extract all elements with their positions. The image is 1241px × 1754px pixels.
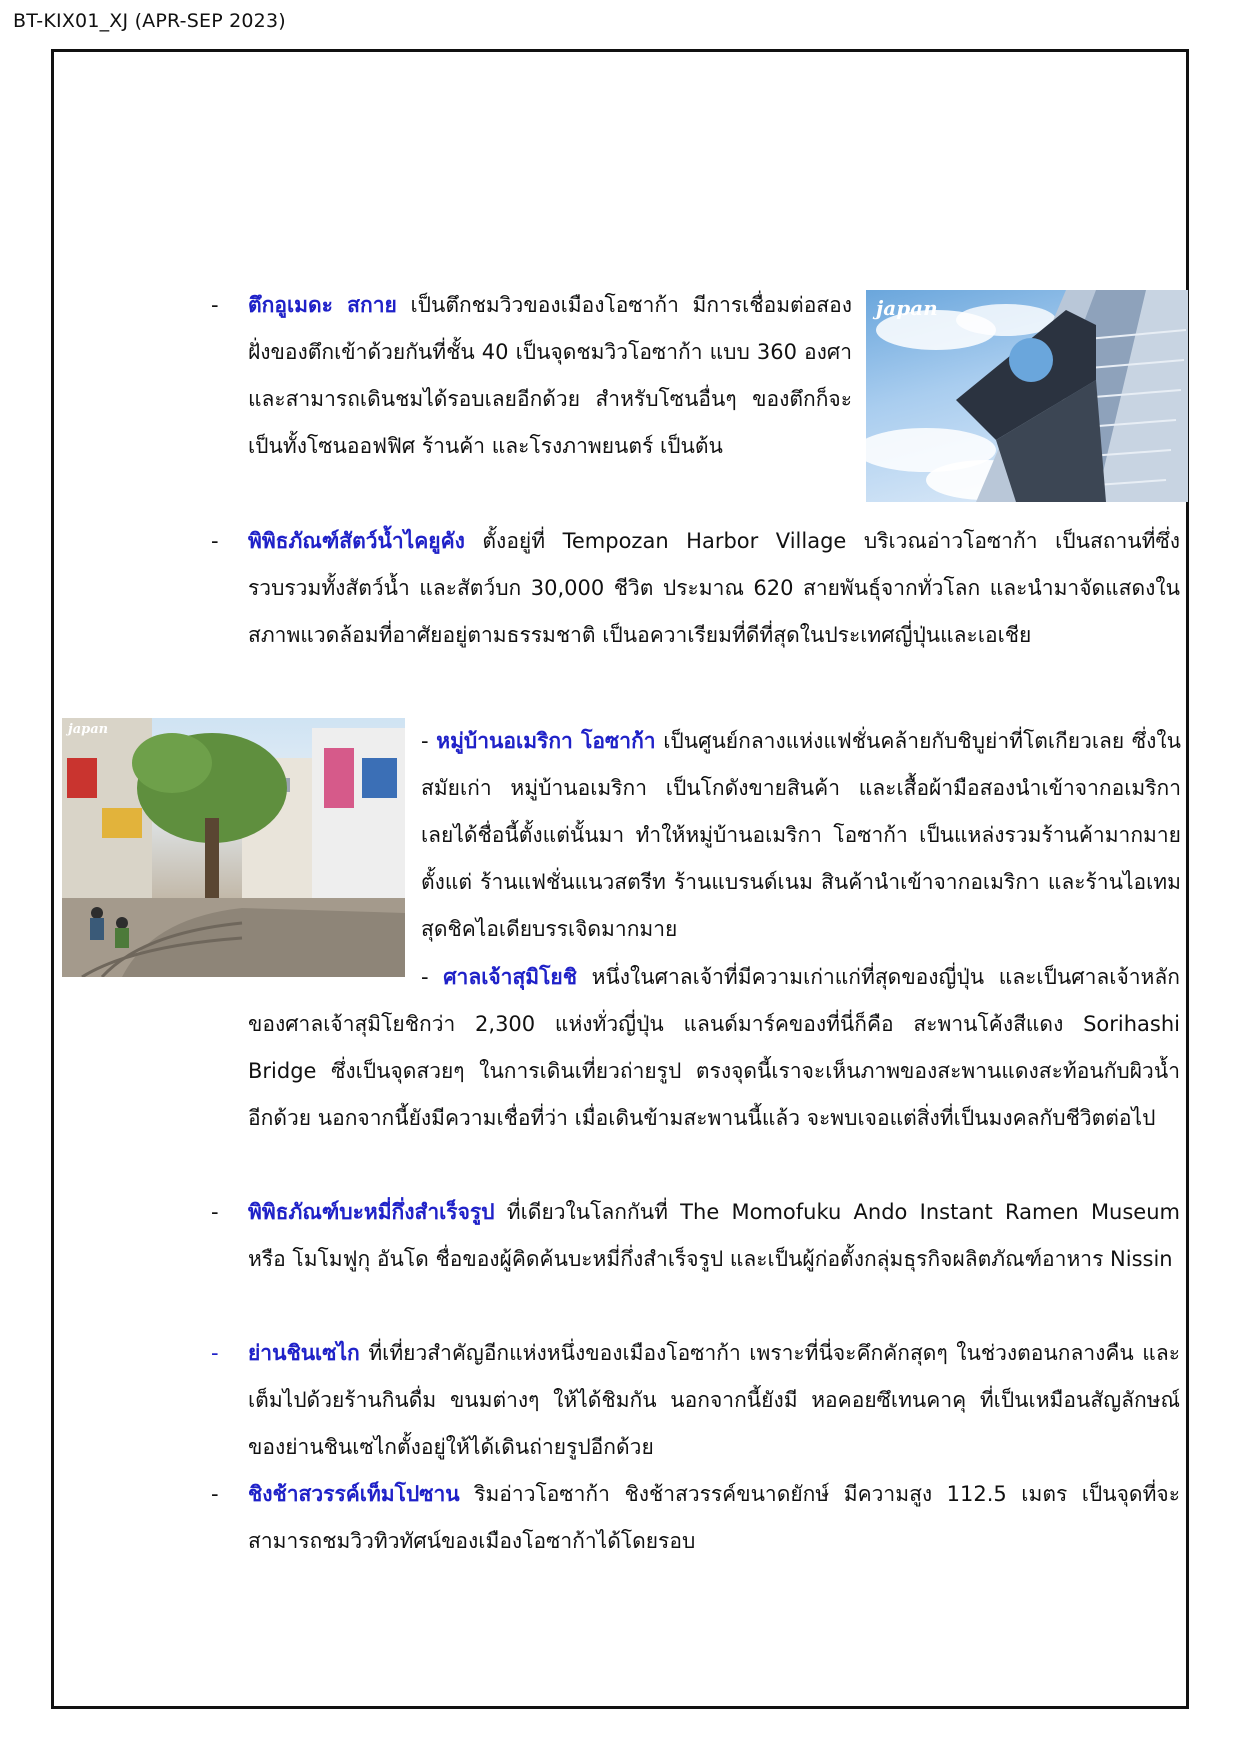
america-mura-street-photo bbox=[62, 718, 405, 977]
item-title: ย่านชินเซไก bbox=[248, 1341, 360, 1365]
item-tempozan-ferris-wheel bbox=[248, 1471, 1180, 1565]
bullet-dash: - bbox=[211, 529, 219, 553]
item-title: หมู่บ้านอเมริกา โอซาก้า bbox=[436, 729, 656, 753]
item-body: เป็นศูนย์กลางแห่งแฟชั่นคล้ายกับชิบูย่าที่โตเกียวเลย ซึ่งในสมัยเก่า หมู่บ้านอเมริกา เป็นโกดังขายสินค้า และเสื้อผ้ามือสองนำเข้าจากอเมริกา เลยได้ชื่อนี้ตั้งแต่นั้นมา ทำให้หมู่บ้านอเมริกา โอซาก้า เป็นแหล่งรวมร้านค้ามากมาย ตั้งแต่ ร้านแฟชั่นแนวสตรีท ร้านแบรนด์เนม สินค้านำเข้าจากอเมริกา และร้านไอเทมสุดชิคไอเดียบรรเจิดมากมาย bbox=[421, 729, 1181, 941]
item-body: ที่เที่ยวสำคัญอีกแห่งหนึ่งของเมืองโอซาก้า เพราะที่นี่จะคึกคักสุดๆ ในช่วงตอนกลางคืน และเต็มไปด้วยร้านกินดื่ม ขนมต่างๆ ให้ได้ชิมกัน นอกจากนี้ยังมี หอคอยซึเทนคาคุ ที่เป็นเหมือนสัญลักษณ์ของย่านชินเซไกตั้งอยู่ให้ได้เดินถ่ายรูปอีกด้วย bbox=[248, 1341, 1180, 1459]
building-illustration bbox=[866, 290, 1188, 502]
item-title: พิพิธภัณฑ์สัตว์น้ำไคยูคัง bbox=[248, 529, 465, 553]
bullet-dash: - bbox=[211, 1482, 219, 1506]
bullet-dash: - bbox=[421, 729, 429, 753]
watermark: japan bbox=[68, 722, 109, 737]
item-umeda-sky bbox=[248, 282, 852, 470]
watermark: japan bbox=[876, 296, 938, 320]
item-shinsekai bbox=[248, 1330, 1180, 1471]
bullet-dash: - bbox=[421, 965, 429, 989]
item-body: ที่เดียวในโลกกันที่ The Momofuku Ando Instant Ramen Museum หรือ โมโมฟูกุ อันโด ชื่อของผู้คิดค้นบะหมี่กึ่งสำเร็จรูป และเป็นผู้ก่อตั้งกลุ่มธุรกิจผลิตภัณฑ์อาหาร Nissin bbox=[248, 1200, 1180, 1271]
bullet-dash: - bbox=[211, 1200, 219, 1224]
umeda-sky-building-photo bbox=[866, 290, 1188, 502]
item-body: เป็นตึกชมวิวของเมืองโอซาก้า มีการเชื่อมต่อสองฝั่งของตึกเข้าด้วยกันที่ชั้น 40 เป็นจุดชมวิวโอซาก้า แบบ 360 องศา และสามารถเดินชมได้รอบเลยอีกด้วย สำหรับโซนอื่นๆ ของตึกก็จะเป็นทั้งโซนออฟฟิศ ร้านค้า และโรงภาพยนตร์ เป็นต้น bbox=[248, 293, 852, 458]
item-body: หนึ่งในศาลเจ้าที่มีความเก่าแก่ที่สุดของญี่ปุ่น และเป็นศาลเจ้าหลักของศาลเจ้าสุมิโยชิกว่า 2,300 แห่งทั่วญี่ปุ่น แลนด์มาร์คของที่นี่ก็คือ สะพานโค้งสีแดง Sorihashi Bridge ซึ่งเป็นจุดสวยๆ ในการเดินเที่ยวถ่ายรูป ตรงจุดนี้เราจะเห็นภาพของสะพานแดงสะท้อนกับผิวน้ำอีกด้วย นอกจากนี้ยังมีความเชื่อที่ว่า เมื่อเดินข้ามสะพานนี้แล้ว จะพบเจอแต่สิ่งที่เป็นมงคลกับชีวิตต่อไป bbox=[248, 965, 1180, 1130]
item-america-village bbox=[421, 718, 1181, 953]
street-illustration bbox=[62, 718, 405, 977]
item-kaiyukan bbox=[248, 518, 1180, 659]
item-sumiyoshi-shrine bbox=[248, 954, 1180, 1142]
item-body: ตั้งอยู่ที่ Tempozan Harbor Village บริเวณอ่าวโอซาก้า เป็นสถานที่ซึ่งรวบรวมทั้งสัตว์น้ำ และสัตว์บก 30,000 ชีวิต ประมาณ 620 สายพันธุ์จากทั่วโลก และนำมาจัดแสดงในสภาพแวดล้อมที่อาศัยอยู่ตามธรรมชาติ เป็นอควาเรียมที่ดีที่สุดในประเทศญี่ปุ่นและเอเชีย bbox=[248, 529, 1180, 647]
item-ramen-museum bbox=[248, 1189, 1180, 1283]
item-title: ศาลเจ้าสุมิโยชิ bbox=[443, 965, 577, 989]
bullet-dash: - bbox=[211, 1341, 219, 1365]
item-body: ริมอ่าวโอซาก้า ชิงช้าสวรรค์ขนาดยักษ์ มีความสูง 112.5 เมตร เป็นจุดที่จะสามารถชมวิวทิวทัศน์ของเมืองโอซาก้าได้โดยรอบ bbox=[248, 1482, 1180, 1553]
document-code: BT-KIX01_XJ (APR-SEP 2023) bbox=[13, 10, 286, 32]
item-title: พิพิธภัณฑ์บะหมี่กึ่งสำเร็จรูป bbox=[248, 1200, 495, 1224]
item-title: ตึกอูเมดะ สกาย bbox=[248, 293, 397, 317]
bullet-dash: - bbox=[211, 293, 219, 317]
item-title: ชิงช้าสวรรค์เท็มโปซาน bbox=[248, 1482, 460, 1506]
